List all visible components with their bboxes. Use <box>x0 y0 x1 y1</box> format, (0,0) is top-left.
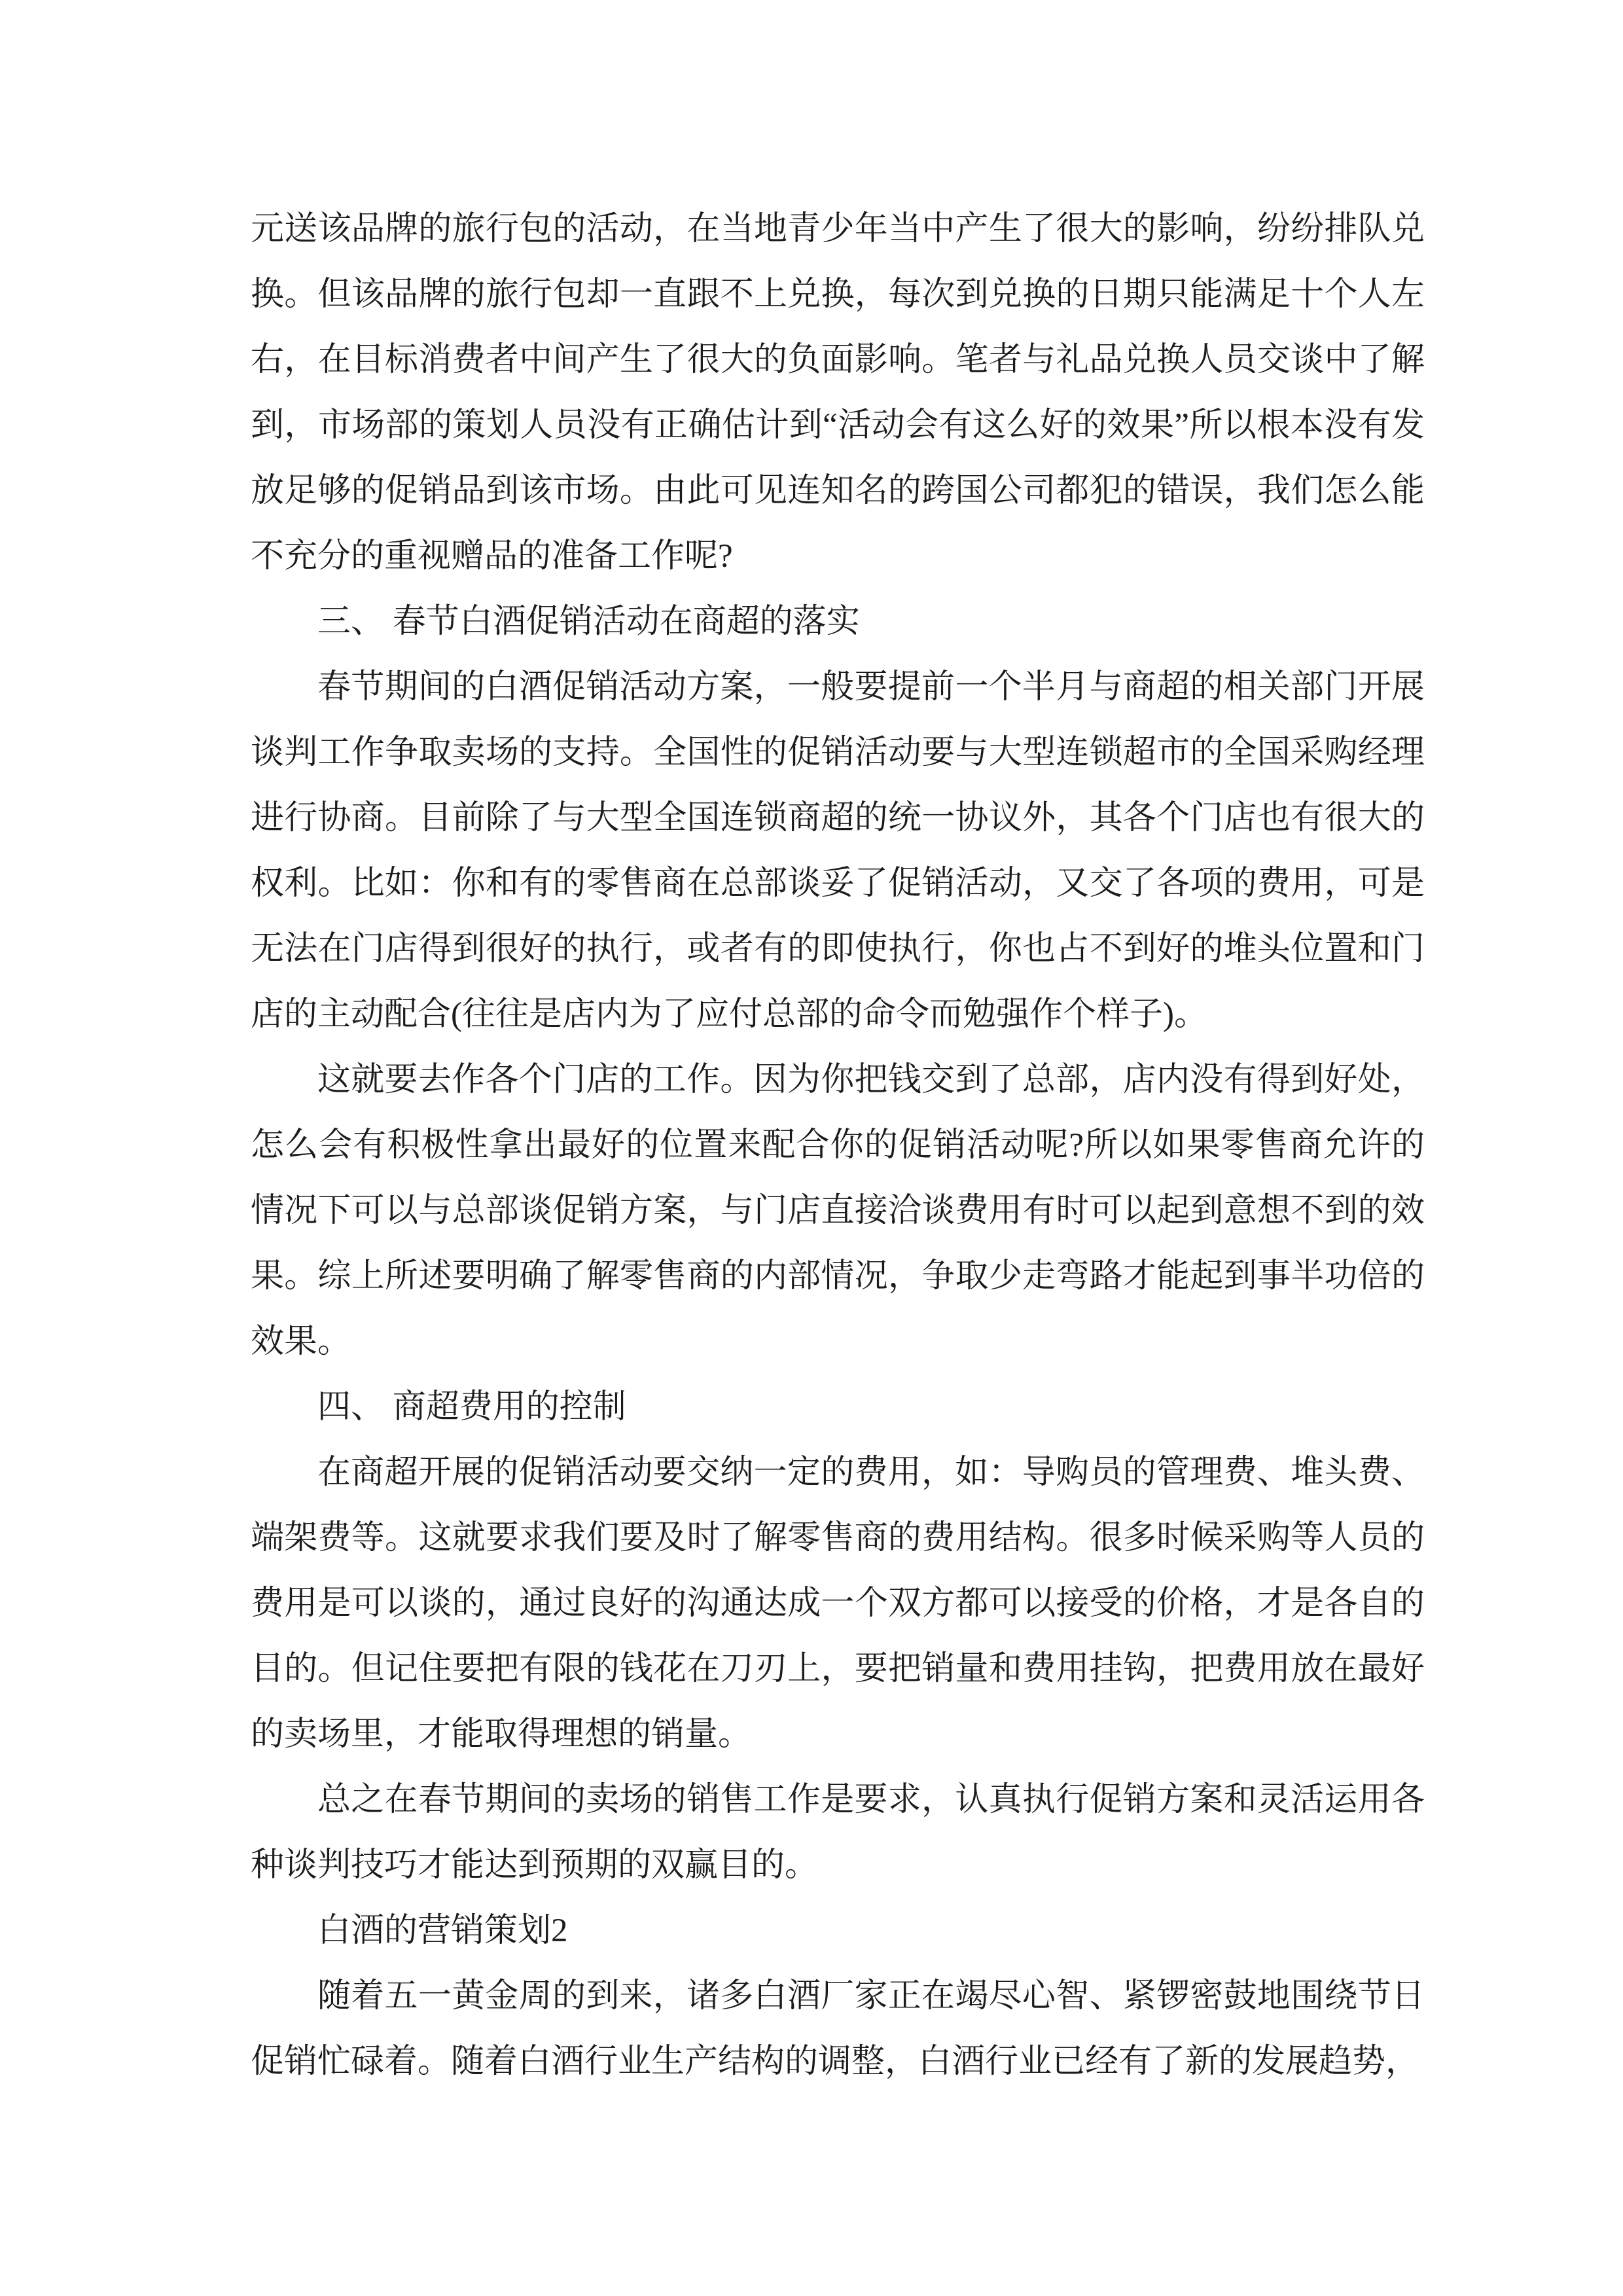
section-heading-four: 四、 商超费用的控制 <box>317 1389 626 1426</box>
section-heading-three: 三、 春节白酒促销活动在商超的落实 <box>317 603 860 640</box>
paragraph-continuation: 元送该品牌的旅行包的活动，在当地青少年当中产生了很大的影响，纷纷排队兑换。但该品牌的旅行包却一直跟不上兑换，每次到兑换的日期只能满足十个人左右，在目标消费者中间产生了很大的负面影响。笔者与礼品兑换人员交谈中了解到，市场部的策划人员没有正确估计到“活动会有这么好的效果”所以根本没有发放足够的促销品到该市场。由此可见连知名的跨国公司都犯的错误，我们怎么能不充分的重视赠品的准备工作呢? <box>251 211 1425 575</box>
paragraph-body: 在商超开展的促销活动要交纳一定的费用，如：导购员的管理费、堆头费、端架费等。这就要求我们要及时了解零售商的费用结构。很多时候采购等人员的费用是可以谈的，通过良好的沟通达成一个双方都可以接受的价格，才是各自的目的。但记住要把有限的钱花在刀刃上，要把销量和费用挂钩，把费用放在最好的卖场里，才能取得理想的销量。 <box>251 1454 1425 1753</box>
document-subtitle: 白酒的营销策划2 <box>317 1912 568 1949</box>
paragraph-body: 春节期间的白酒促销活动方案，一般要提前一个半月与商超的相关部门开展谈判工作争取卖场的支持。全国性的促销活动要与大型连锁超市的全国采购经理进行协商。目前除了与大型全国连锁商超的统一协议外，其各个门店也有很大的权利。比如：你和有的零售商在总部谈妥了促销活动，又交了各项的费用，可是无法在门店得到很好的执行，或者有的即使执行，你也占不到好的堆头位置和门店的主动配合(往往是店内为了应付总部的命令而勉强作个样子)。 <box>251 669 1425 1033</box>
paragraph-body: 总之在春节期间的卖场的销售工作是要求，认真执行促销方案和灵活运用各种谈判技巧才能达到预期的双赢目的。 <box>251 1782 1425 1884</box>
paragraph-body: 随着五一黄金周的到来，诸多白酒厂家正在竭尽心智、紧锣密鼓地围绕节日促销忙碌着。随着白酒行业生产结构的调整，白酒行业已经有了新的发展趋势， <box>251 1978 1425 2080</box>
document-content <box>251 196 1425 2094</box>
paragraph-body: 这就要去作各个门店的工作。因为你把钱交到了总部，店内没有得到好处，怎么会有积极性拿出最好的位置来配合你的促销活动呢?所以如果零售商允许的情况下可以与总部谈促销方案，与门店直接洽谈费用有时可以起到意想不到的效果。综上所述要明确了解零售商的内部情况，争取少走弯路才能起到事半功倍的效果。 <box>251 1062 1425 1360</box>
